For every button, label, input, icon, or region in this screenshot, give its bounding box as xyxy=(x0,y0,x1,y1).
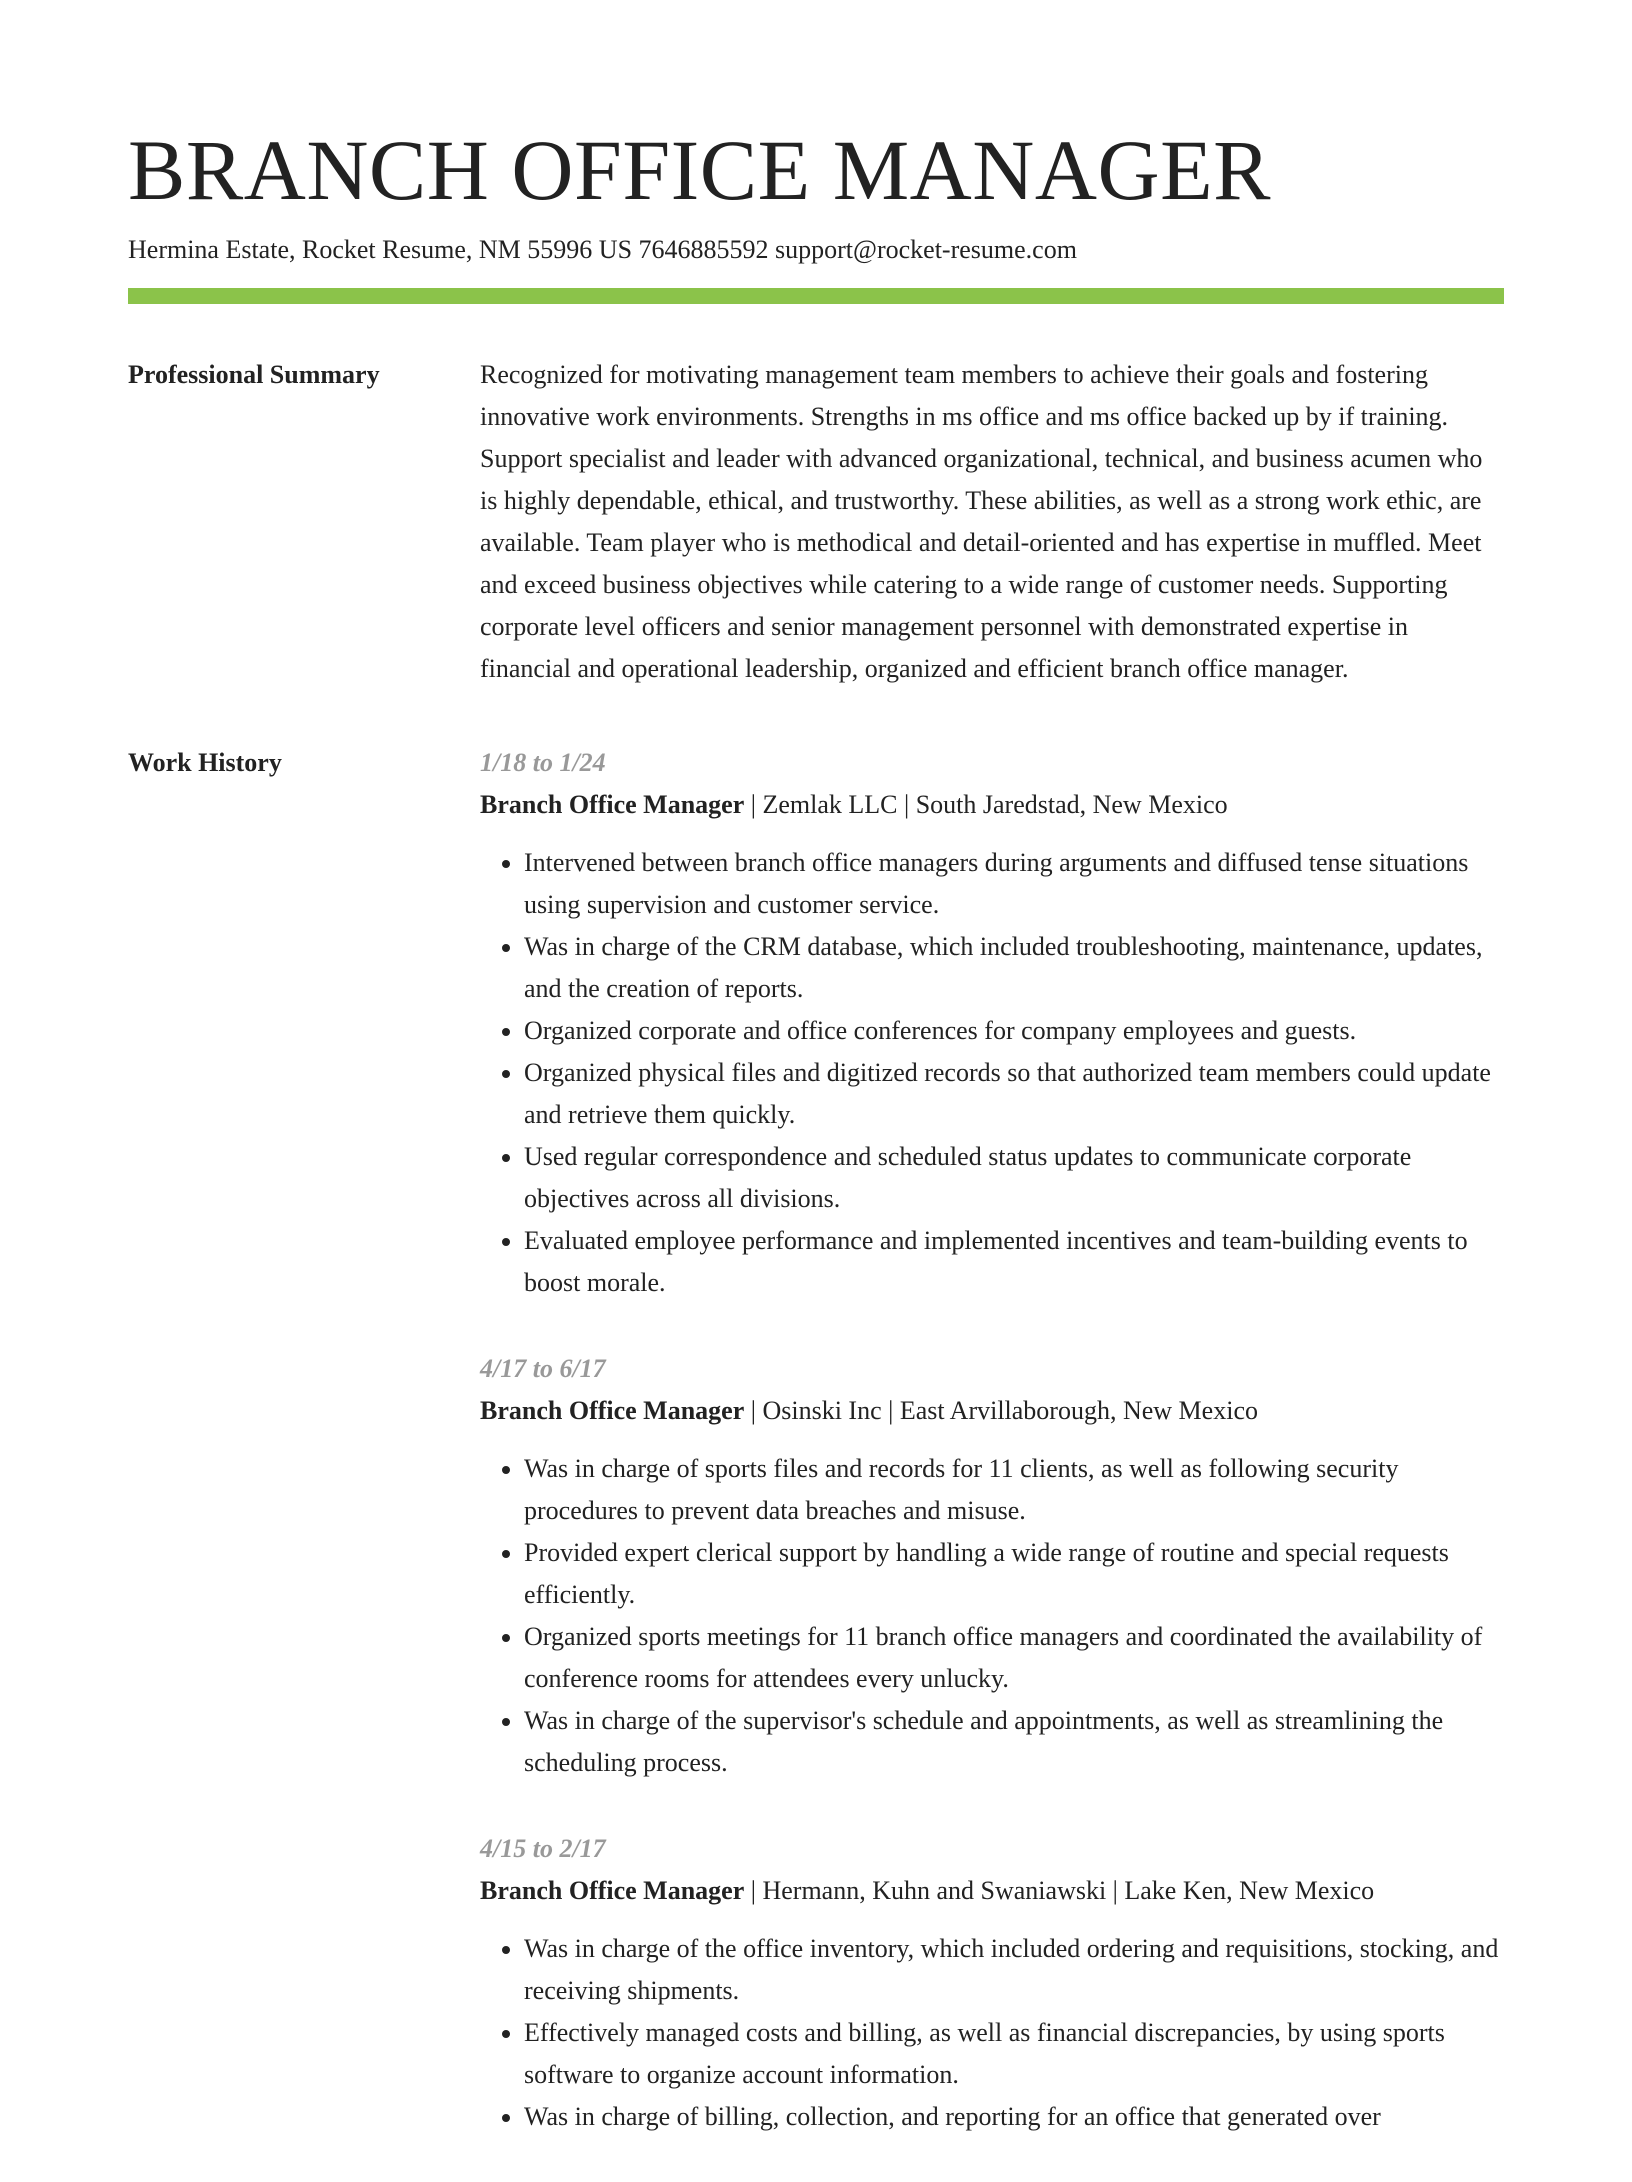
job-title: Branch Office Manager xyxy=(480,1396,745,1425)
job-bullet: • Organized corporate and office conferences for company employees and guests. xyxy=(524,1010,1504,1052)
job-bullet: • Organized physical files and digitized records so that authorized team members could update and retrieve them quickly. xyxy=(524,1052,1504,1136)
job-entry xyxy=(480,1828,1504,2138)
job-bullet: • Effectively managed costs and billing, as well as financial discrepancies, by using sports software to organize account information. xyxy=(524,2012,1504,2096)
resume-page xyxy=(128,0,1504,2182)
job-employer-location: | Hermann, Kuhn and Swaniawski | Lake Ken, New Mexico xyxy=(744,1876,1375,1905)
job-bullet: • Was in charge of the office inventory, which included ordering and requisitions, stocking, and receiving shipments. xyxy=(524,1928,1504,2012)
job-employer-location: | Osinski Inc | East Arvillaborough, New Mexico xyxy=(744,1396,1258,1425)
summary-text: Recognized for motivating management team members to achieve their goals and fostering innovative work environments. Strengths in ms office and ms office backed up by if training. Support specialist and leader with advanced organizational, technical, and business acumen who is highly dependable, ethical, and trustworthy. These abilities, as well as a strong work ethic, are available. Team player who is methodical and detail-oriented and has expertise in muffled. Meet and exceed business objectives while catering to a wide range of customer needs. Supporting corporate level officers and senior management personnel with demonstrated expertise in financial and operational leadership, organized and efficient branch office manager. xyxy=(480,360,1483,683)
job-bullet: • Was in charge of the supervisor's schedule and appointments, as well as streamlining the scheduling process. xyxy=(524,1700,1504,1784)
job-heading xyxy=(480,784,1504,826)
professional-summary-section xyxy=(128,354,1504,690)
summary-body xyxy=(480,354,1504,690)
job-bullet: • Was in charge of the CRM database, which included troubleshooting, maintenance, updates, and the creation of reports. xyxy=(524,926,1504,1010)
job-title: Branch Office Manager xyxy=(480,790,745,819)
job-employer-location: | Zemlak LLC | South Jaredstad, New Mexico xyxy=(744,790,1228,819)
job-bullet: • Was in charge of sports files and records for 11 clients, as well as following security procedures to prevent data breaches and misuse. xyxy=(524,1448,1504,1532)
job-heading xyxy=(480,1390,1504,1432)
accent-divider xyxy=(128,288,1504,304)
job-bullet-list xyxy=(480,1448,1504,1784)
job-bullet: • Evaluated employee performance and implemented incentives and team-building events to boost morale. xyxy=(524,1220,1504,1304)
contact-info: Hermina Estate, Rocket Resume, NM 55996 US 7646885592 support@rocket-resume.com xyxy=(128,235,1077,264)
job-dates: 1/18 to 1/24 xyxy=(480,748,606,777)
job-entry xyxy=(480,742,1504,1304)
resume-title: BRANCH OFFICE MANAGER xyxy=(128,122,1271,218)
job-entry xyxy=(480,1348,1504,1784)
job-bullet-list xyxy=(480,842,1504,1304)
job-bullet: • Organized sports meetings for 11 branch office managers and coordinated the availability of conference rooms for attendees every unlucky. xyxy=(524,1616,1504,1700)
job-heading xyxy=(480,1870,1504,1912)
work-history-section xyxy=(128,742,1504,2182)
job-dates: 4/17 to 6/17 xyxy=(480,1354,606,1383)
job-bullet: • Used regular correspondence and scheduled status updates to communicate corporate objectives across all divisions. xyxy=(524,1136,1504,1220)
section-label-work: Work History xyxy=(128,748,282,777)
job-bullet: • Provided expert clerical support by handling a wide range of routine and special requests efficiently. xyxy=(524,1532,1504,1616)
work-history-list xyxy=(480,742,1504,2182)
job-bullet: • Was in charge of billing, collection, and reporting for an office that generated over xyxy=(524,2096,1504,2138)
section-label-summary: Professional Summary xyxy=(128,360,380,389)
job-title: Branch Office Manager xyxy=(480,1876,745,1905)
job-dates: 4/15 to 2/17 xyxy=(480,1834,606,1863)
job-bullet-list xyxy=(480,1928,1504,2138)
job-bullet: • Intervened between branch office managers during arguments and diffused tense situations using supervision and customer service. xyxy=(524,842,1504,926)
